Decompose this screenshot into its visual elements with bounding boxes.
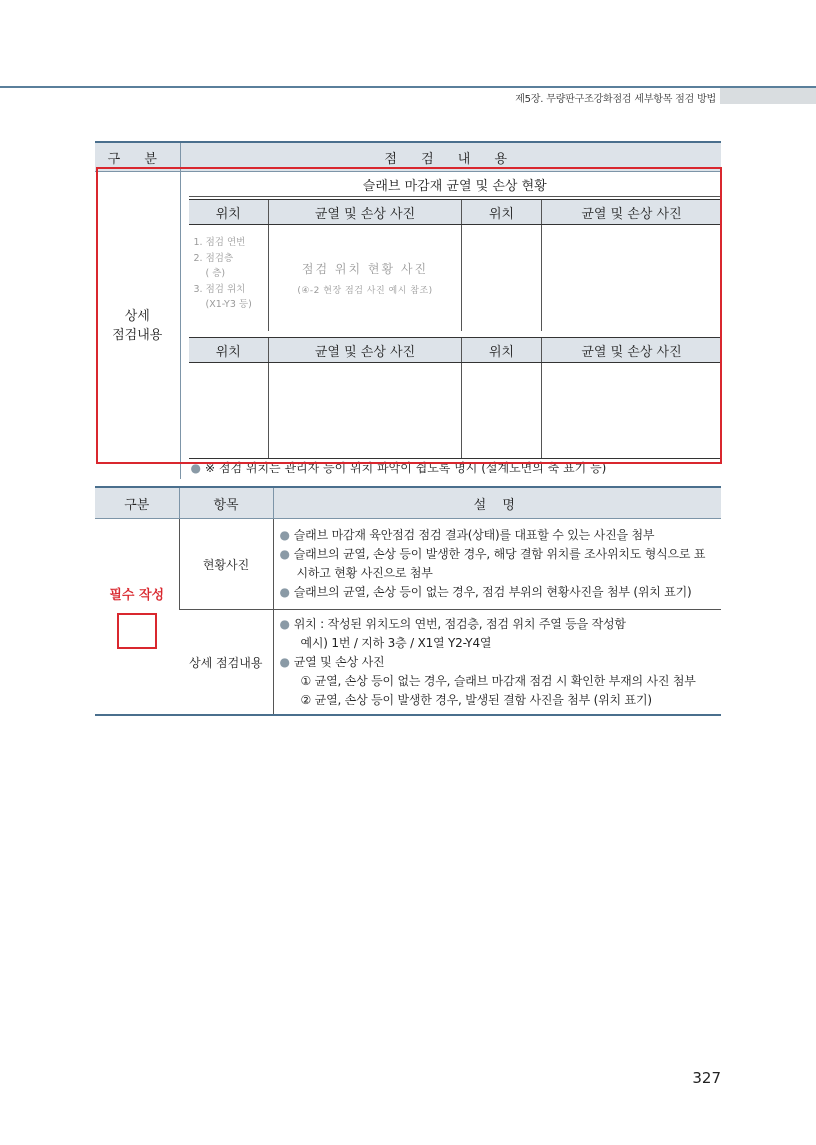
col-photo: 균열 및 손상 사진 <box>269 200 462 225</box>
description-table <box>95 486 721 716</box>
empty-cell <box>542 363 722 459</box>
bullet-icon: ● <box>279 547 290 561</box>
col-header-description: 설 명 <box>273 487 721 519</box>
page-number: 327 <box>692 1069 721 1087</box>
bullet-icon: ● <box>279 616 290 631</box>
item-detail-content: 상세 점검내용 <box>179 610 273 716</box>
col-location: 위치 <box>189 200 269 225</box>
description-status-photo <box>273 519 721 610</box>
empty-cell <box>462 225 542 332</box>
desc-line: 슬래브의 균열, 손상 등이 없는 경우, 점검 부위의 현황사진을 첨부 (위치 표기) <box>293 585 692 599</box>
header-tab <box>720 88 816 104</box>
col-location: 위치 <box>189 338 269 363</box>
col-location: 위치 <box>462 200 542 225</box>
list-item <box>280 545 722 564</box>
col-photo: 균열 및 손상 사진 <box>269 338 462 363</box>
col-header-item: 항목 <box>179 487 273 519</box>
required-checkbox <box>117 613 157 649</box>
photo-placeholder: 점검 위치 현황 사진 <box>301 262 429 276</box>
photo-grid-bottom <box>189 337 722 458</box>
col-photo: 균열 및 손상 사진 <box>542 200 722 225</box>
col-header-category: 구분 <box>95 487 179 519</box>
list-item: 3. 점검 위치 <box>193 283 246 295</box>
inspection-content-table <box>95 141 721 479</box>
list-item: (X1-Y3 등) <box>205 299 252 310</box>
empty-cell <box>542 225 722 332</box>
note-text: ※ 점검 위치는 관리자 등이 위치 파악이 쉽도록 명시 (설계도면의 축 표기 등) <box>204 461 607 475</box>
header-rule <box>0 86 816 88</box>
photo-placeholder-sub: (④-2 현장 점검 사진 예시 참조) <box>297 286 433 296</box>
desc-line: 슬래브 마감재 육안점검 점검 결과(상태)를 대표할 수 있는 사진을 첨부 <box>293 528 655 542</box>
list-item: 2. 점검층 <box>193 252 234 264</box>
description-detail-content <box>273 610 721 716</box>
desc-line: 균열 및 손상 사진 <box>293 654 385 669</box>
bullet-icon: ● <box>279 585 290 599</box>
col-photo: 균열 및 손상 사진 <box>542 338 722 363</box>
list-item <box>280 653 722 672</box>
row-label-line1: 상세 <box>124 308 150 324</box>
list-item: 1. 점검 연번 <box>193 237 246 248</box>
location-note <box>189 458 722 479</box>
list-item <box>280 526 722 545</box>
section-title: 슬래브 마감재 균열 및 손상 현황 <box>189 172 722 197</box>
list-item: ( 층) <box>205 268 226 279</box>
row-label-detail <box>95 172 180 480</box>
chapter-title: 제5장. 무량판구조강화점검 세부항목 점검 방법 <box>515 94 716 105</box>
bullet-icon: ● <box>279 654 290 669</box>
row-label-line2: 점검내용 <box>112 327 163 343</box>
empty-cell <box>269 363 462 459</box>
desc-line: 슬래브의 균열, 손상 등이 발생한 경우, 해당 결함 위치를 조사위치도 형식으로 표 <box>293 547 706 561</box>
col-location: 위치 <box>462 338 542 363</box>
item-status-photo: 현황사진 <box>179 519 273 610</box>
list-item <box>280 583 722 602</box>
photo-grid-top <box>189 199 722 331</box>
bullet-icon: ● <box>190 461 201 475</box>
photo-placeholder-cell <box>269 225 462 332</box>
example-location-list <box>189 225 269 332</box>
empty-cell <box>189 363 269 459</box>
bullet-icon: ● <box>279 528 290 542</box>
required-label: 필수 작성 <box>109 588 165 603</box>
desc-line: 위치 : 작성된 위치도의 연번, 점검층, 점검 위치 주열 등을 작성함 <box>293 616 626 631</box>
list-item: 시하고 현황 사진으로 첨부 <box>296 566 433 580</box>
content-cell <box>180 172 721 480</box>
list-item <box>280 615 722 634</box>
col-header-category: 구 분 <box>95 142 180 172</box>
empty-cell <box>462 363 542 459</box>
list-item: ② 균열, 손상 등이 발생한 경우, 발생된 결함 사진을 첨부 (위치 표기) <box>300 692 652 707</box>
list-item: ① 균열, 손상 등이 없는 경우, 슬래브 마감재 점검 시 확인한 부재의 사진 첨부 <box>300 673 696 688</box>
col-header-content: 점 검 내 용 <box>180 142 721 172</box>
required-cell <box>95 519 179 716</box>
list-item: 예시) 1번 / 지하 3층 / X1열 Y2-Y4열 <box>300 635 492 650</box>
